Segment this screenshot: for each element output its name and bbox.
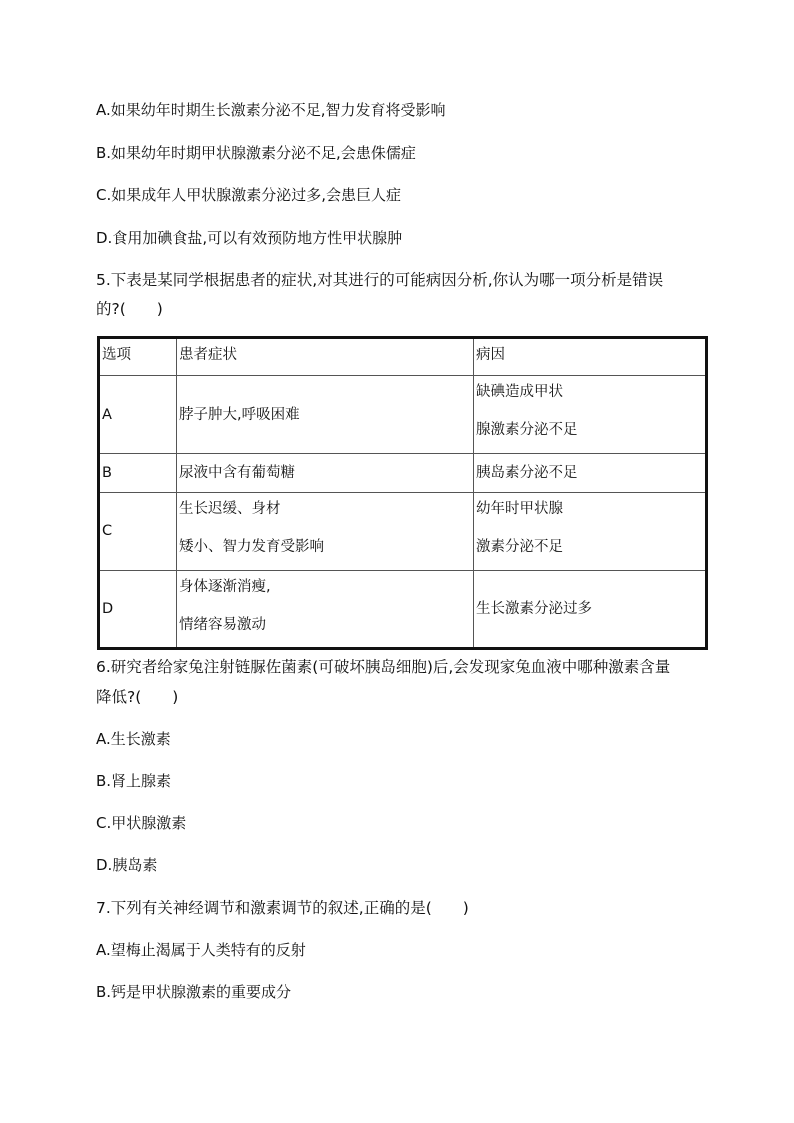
option-b-prev: B.如果幼年时期甲状腺激素分泌不足,会患侏儒症 bbox=[96, 144, 416, 162]
row-cause: 胰岛素分泌不足 bbox=[474, 454, 707, 492]
table-row bbox=[99, 570, 707, 648]
table-row bbox=[99, 454, 707, 492]
q6-option-a: A.生长激素 bbox=[96, 730, 171, 748]
q7-option-b: B.钙是甲状腺激素的重要成分 bbox=[96, 983, 292, 1001]
row-option: C bbox=[99, 492, 177, 570]
row-option: D bbox=[99, 570, 177, 648]
row-symptom: 生长迟缓、身材 矮小、智力发育受影响 bbox=[177, 492, 474, 570]
header-option: 选项 bbox=[99, 338, 177, 376]
question-6-line-2: 降低?( ) bbox=[96, 688, 179, 706]
q6-option-c: C.甲状腺激素 bbox=[96, 814, 187, 832]
question-5-line-1: 5.下表是某同学根据患者的症状,对其进行的可能病因分析,你认为哪一项分析是错误 bbox=[96, 271, 664, 289]
question-7-line-1: 7.下列有关神经调节和激素调节的叙述,正确的是( ) bbox=[96, 899, 469, 917]
row-cause: 生长激素分泌过多 bbox=[474, 570, 707, 648]
row-option: B bbox=[99, 454, 177, 492]
row-cause: 缺碘造成甲状 腺激素分泌不足 bbox=[474, 376, 707, 454]
table-header-row bbox=[99, 338, 707, 376]
row-symptom: 脖子肿大,呼吸困难 bbox=[177, 376, 474, 454]
question-5-line-2: 的?( ) bbox=[96, 300, 163, 318]
option-a-prev: A.如果幼年时期生长激素分泌不足,智力发育将受影响 bbox=[96, 101, 446, 119]
q6-option-b: B.肾上腺素 bbox=[96, 772, 172, 790]
q7-option-a: A.望梅止渴属于人类特有的反射 bbox=[96, 941, 306, 959]
option-d-prev: D.食用加碘食盐,可以有效预防地方性甲状腺肿 bbox=[96, 229, 403, 247]
header-cause: 病因 bbox=[474, 338, 707, 376]
table-row bbox=[99, 376, 707, 454]
row-symptom: 尿液中含有葡萄糖 bbox=[177, 454, 474, 492]
row-symptom: 身体逐渐消瘦, 情绪容易激动 bbox=[177, 570, 474, 648]
row-option: A bbox=[99, 376, 177, 454]
question-6-line-1: 6.研究者给家兔注射链脲佐菌素(可破坏胰岛细胞)后,会发现家兔血液中哪种激素含量 bbox=[96, 658, 671, 676]
table-row bbox=[99, 492, 707, 570]
header-symptom: 患者症状 bbox=[177, 338, 474, 376]
symptom-table bbox=[97, 336, 708, 650]
row-cause: 幼年时甲状腺 激素分泌不足 bbox=[474, 492, 707, 570]
q6-option-d: D.胰岛素 bbox=[96, 856, 158, 874]
option-c-prev: C.如果成年人甲状腺激素分泌过多,会患巨人症 bbox=[96, 186, 402, 204]
